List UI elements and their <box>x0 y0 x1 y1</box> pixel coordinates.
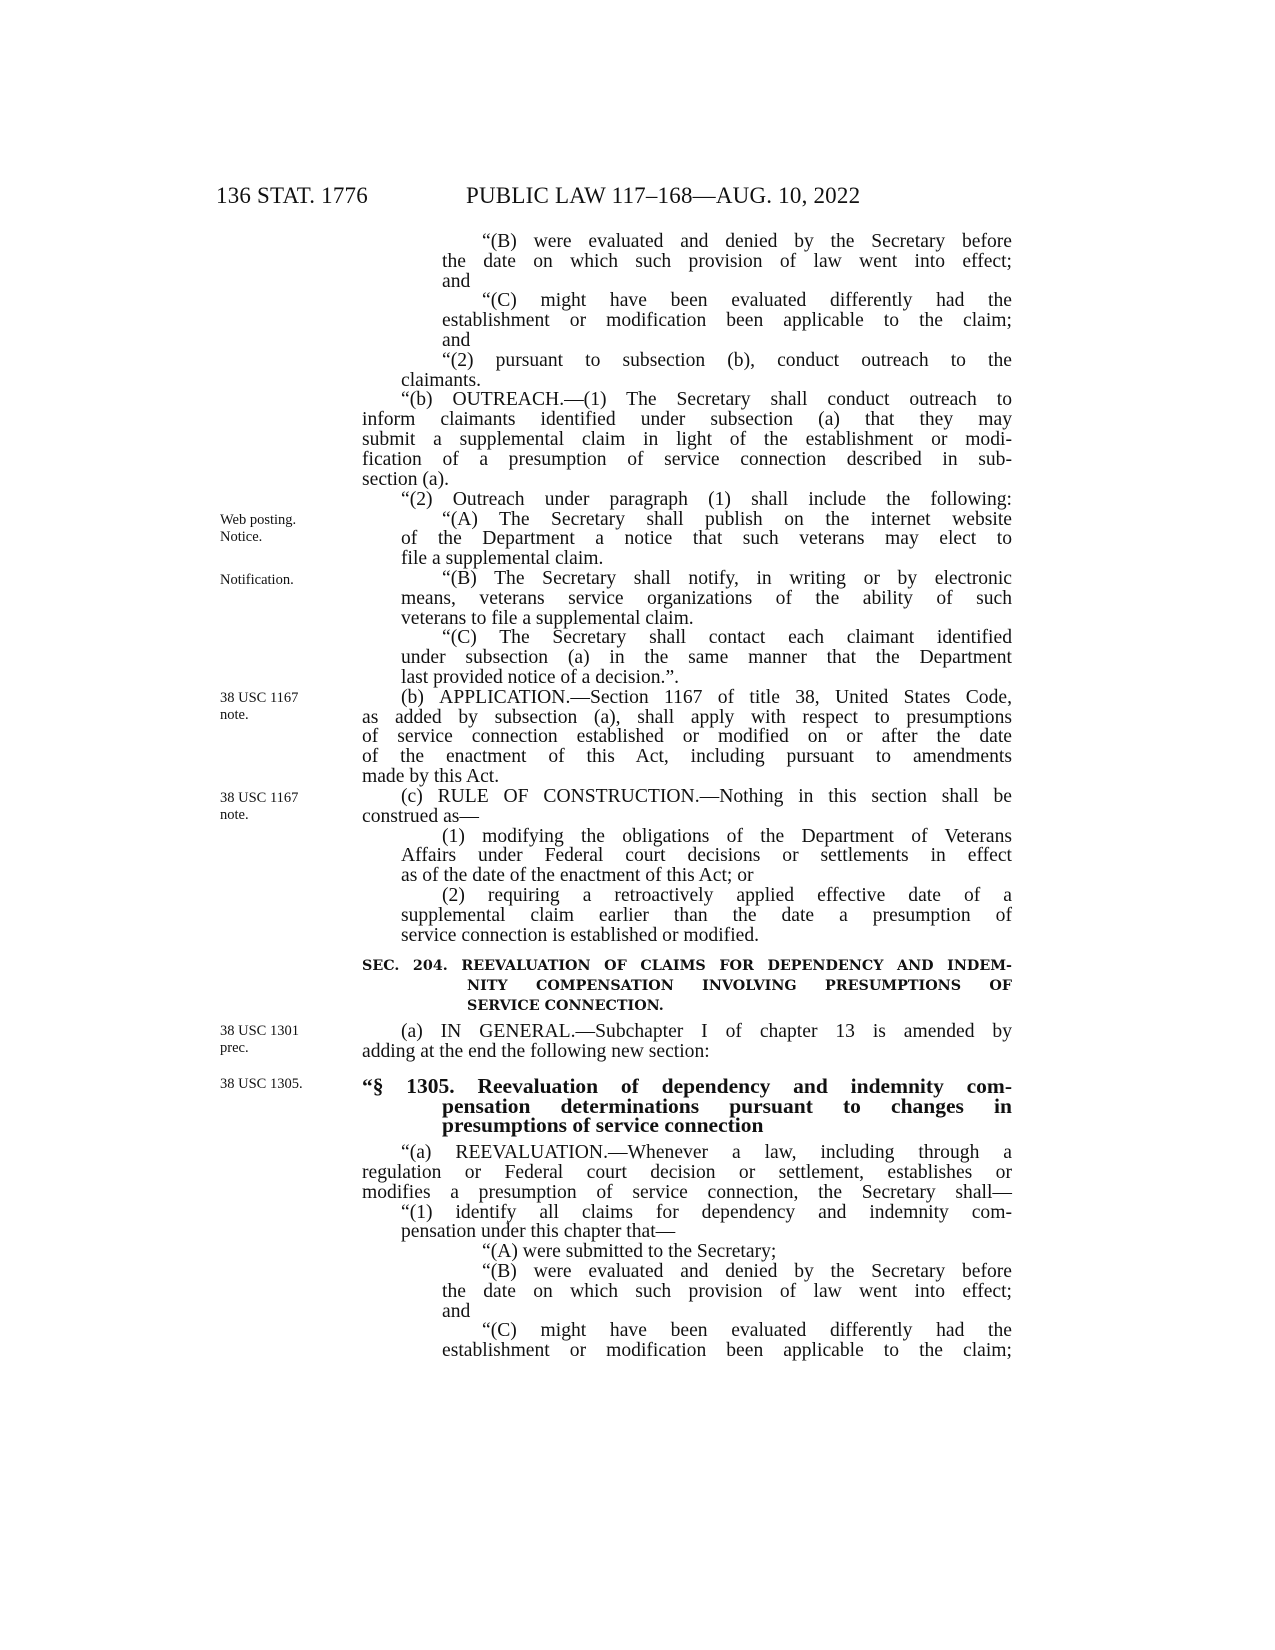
margin-note: note. <box>220 807 249 823</box>
text-line: means, veterans service organizations of the ability of such <box>401 588 1012 609</box>
text-line <box>401 688 1012 708</box>
subsection-heading: RULE OF CONSTRUCTION <box>437 786 695 807</box>
text-line: under subsection (a) in the same manner that the Department <box>401 647 1012 668</box>
subsection-heading: APPLICATION <box>439 687 566 708</box>
subsection-heading: IN GENERAL <box>440 1021 571 1042</box>
text-line: “(2) pursuant to subsection (b), conduct outreach to the <box>442 350 1012 371</box>
text-line: “(B) were evaluated and denied by the Secretary before <box>482 1261 1012 1282</box>
text-line: inform claimants identified under subsection (a) that they may <box>362 409 1012 430</box>
subsection-number: (b) <box>401 687 424 708</box>
text-line: Affairs under Federal court decisions or settlements in effect <box>401 845 1012 866</box>
text-line: “(A) were submitted to the Secretary; <box>482 1241 777 1262</box>
text-line: and <box>442 1301 471 1322</box>
text-line: claimants. <box>401 370 481 391</box>
margin-note: 38 USC 1167 <box>220 790 299 806</box>
text-line: establishment or modification been applicable to the claim; <box>442 1340 1012 1361</box>
text-line: of the Department a notice that such veterans may elect to <box>401 528 1012 549</box>
page-stat-citation: 136 STAT. 1776 <box>216 183 368 208</box>
text-line: establishment or modification been applicable to the claim; <box>442 310 1012 331</box>
code-section-heading: presumptions of service connection <box>442 1113 764 1137</box>
subsection-text: .—Whenever a law, including through a <box>603 1142 1012 1163</box>
subsection-number: “(a) <box>401 1142 432 1163</box>
text-line: construed as— <box>362 806 479 827</box>
text-line: “(1) identify all claims for dependency and indemnity com- <box>401 1202 1012 1223</box>
text-line: supplemental claim earlier than the date a presumption of <box>401 905 1012 926</box>
margin-note: note. <box>220 707 249 723</box>
text-line: as of the date of the enactment of this Act; or <box>401 865 754 886</box>
subsection-text: .—(1) The Secretary shall conduct outreach to <box>559 389 1012 410</box>
text-line: and <box>442 330 471 351</box>
margin-note: 38 USC 1301 <box>220 1023 299 1039</box>
text-line: (2) requiring a retroactively applied effective date of a <box>442 885 1012 906</box>
subsection-number: “(b) <box>401 389 433 410</box>
text-line: submit a supplemental claim in light of the establishment or modi- <box>362 429 1012 450</box>
text-line: of service connection established or modified on or after the date <box>362 726 1012 747</box>
section-heading: SERVICE CONNECTION. <box>467 998 664 1014</box>
subsection-text: .—Subchapter I of chapter 13 is amended by <box>570 1021 1013 1042</box>
text-line: modifies a presumption of service connection, the Secretary shall— <box>362 1182 1012 1203</box>
text-line: of the enactment of this Act, including pursuant to amendments <box>362 746 1012 767</box>
code-section-heading: “§ 1305. Reevaluation of dependency and indemnity com- <box>362 1074 1012 1098</box>
text-line: “(2) Outreach under paragraph (1) shall include the following: <box>401 489 1012 510</box>
text-line: “(C) The Secretary shall contact each claimant identified <box>442 627 1012 648</box>
text-line: as added by subsection (a), shall apply with respect to presumptions <box>362 707 1012 728</box>
text-line: section (a). <box>362 469 450 490</box>
text-line: the date on which such provision of law went into effect; <box>442 1281 1012 1302</box>
text-line: made by this Act. <box>362 766 500 787</box>
text-line: regulation or Federal court decision or settlement, establishes or <box>362 1162 1012 1183</box>
subsection-heading: REEVALUATION <box>455 1142 604 1163</box>
margin-note: prec. <box>220 1040 249 1056</box>
text-line: pensation under this chapter that— <box>401 1221 676 1242</box>
code-section-heading: pensation determinations pursuant to changes in <box>442 1094 1012 1118</box>
text-line: “(A) The Secretary shall publish on the internet website <box>442 509 1012 530</box>
text-line: adding at the end the following new section: <box>362 1041 710 1062</box>
margin-note: Notification. <box>220 572 294 588</box>
subsection-text: .—Nothing in this section shall be <box>694 786 1012 807</box>
text-line: “(B) The Secretary shall notify, in writing or by electronic <box>442 568 1012 589</box>
text-line: the date on which such provision of law went into effect; <box>442 251 1012 272</box>
margin-note: 38 USC 1305. <box>220 1076 303 1092</box>
text-line: service connection is established or modified. <box>401 925 760 946</box>
section-heading: SEC. 204. REEVALUATION OF CLAIMS FOR DEPENDENCY AND INDEM- <box>362 958 1012 974</box>
text-line <box>401 1022 1012 1042</box>
subsection-number: (c) <box>401 786 423 807</box>
text-line: “(B) were evaluated and denied by the Secretary before <box>482 231 1012 252</box>
margin-note: Web posting. <box>220 512 297 528</box>
subsection-number: (a) <box>401 1021 423 1042</box>
page-running-title: PUBLIC LAW 117–168—AUG. 10, 2022 <box>466 183 861 208</box>
subsection-heading: OUTREACH <box>452 389 560 410</box>
text-line: and <box>442 271 471 292</box>
text-line: (1) modifying the obligations of the Department of Veterans <box>442 826 1012 847</box>
text-line: file a supplemental claim. <box>401 548 604 569</box>
text-line <box>401 1143 1012 1163</box>
margin-note: 38 USC 1167 <box>220 690 299 706</box>
text-line: fication of a presumption of service connection described in sub- <box>362 449 1012 470</box>
subsection-text: .—Section 1167 of title 38, United States Code, <box>565 687 1012 708</box>
text-line <box>401 390 1012 410</box>
margin-note: Notice. <box>220 529 263 545</box>
text-line: veterans to file a supplemental claim. <box>401 608 694 629</box>
text-line: last provided notice of a decision.”. <box>401 667 680 688</box>
section-heading: NITY COMPENSATION INVOLVING PRESUMPTIONS OF <box>467 978 1012 994</box>
text-line: “(C) might have been evaluated differently had the <box>482 1320 1012 1341</box>
text-line <box>401 787 1012 807</box>
text-line: “(C) might have been evaluated differently had the <box>482 290 1012 311</box>
